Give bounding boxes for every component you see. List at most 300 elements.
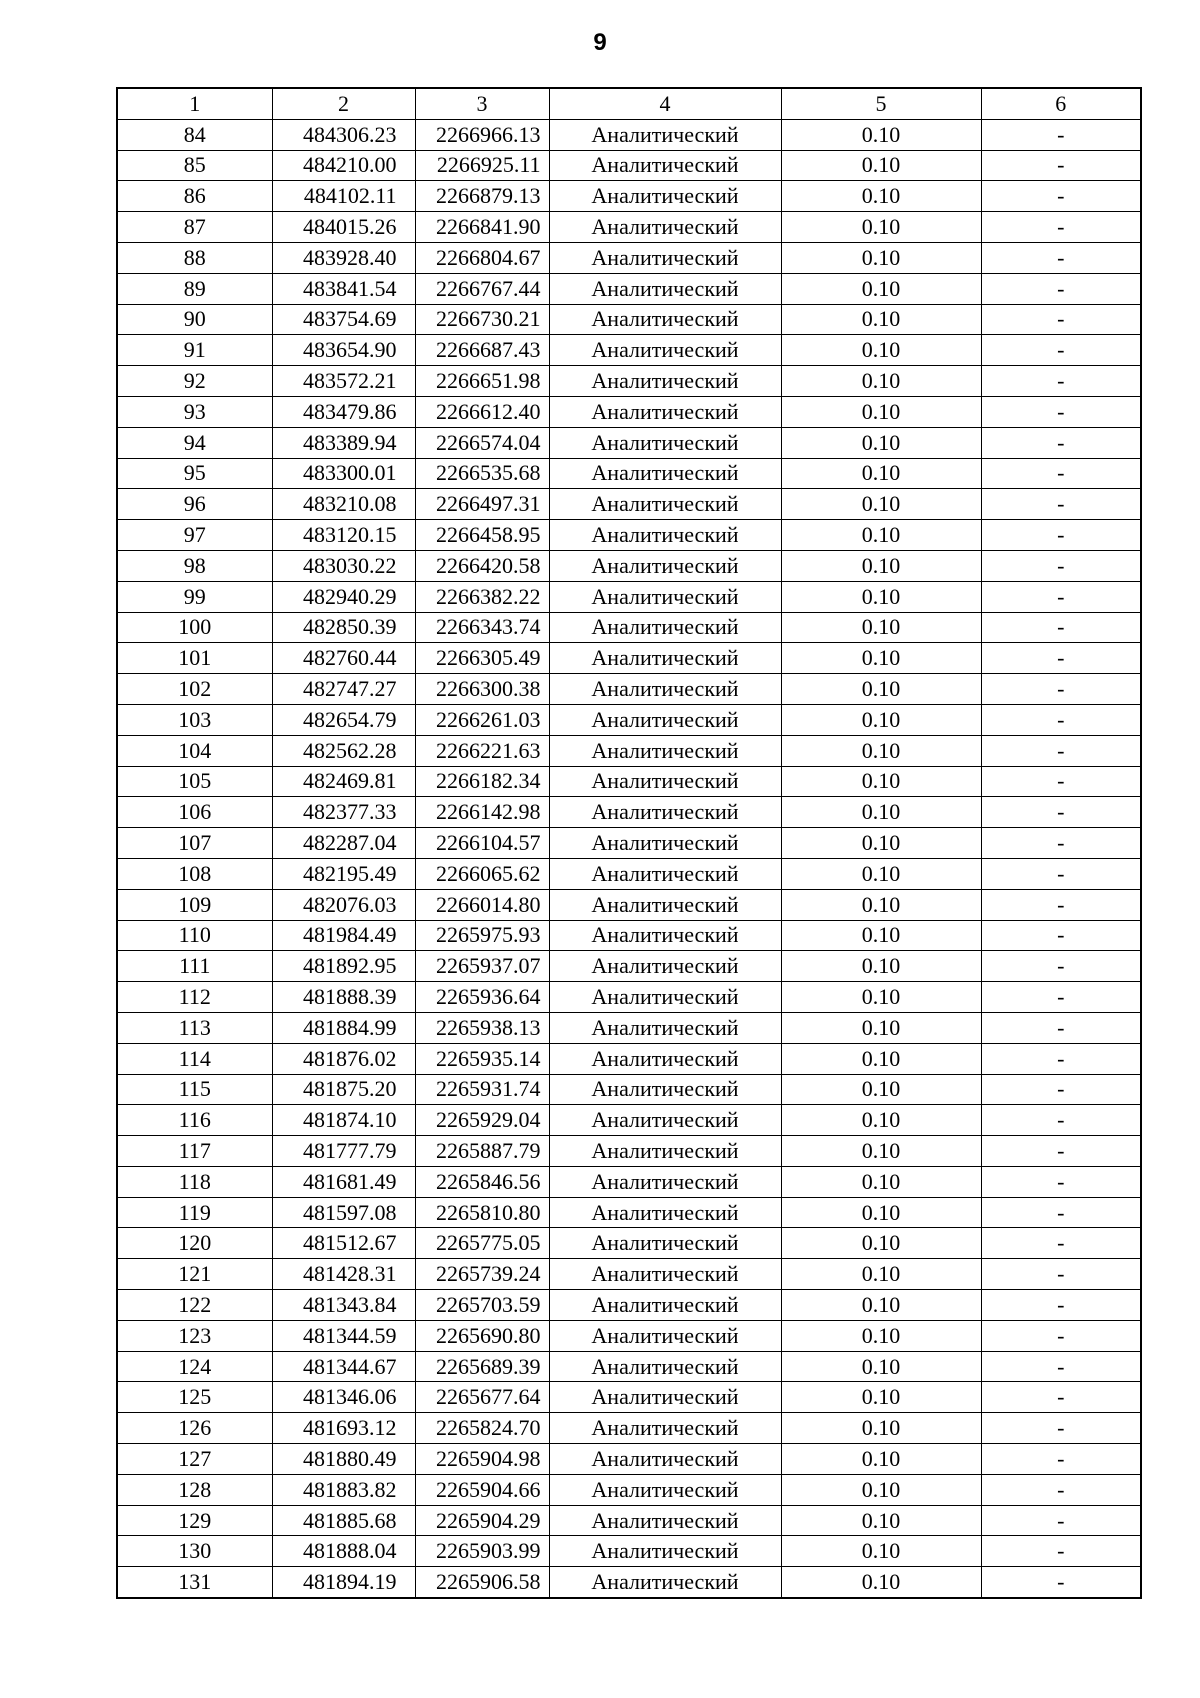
cell-point-number: 113	[117, 1012, 272, 1043]
cell-method: Аналитический	[549, 766, 781, 797]
cell-accuracy: 0.10	[781, 1136, 981, 1167]
cell-accuracy: 0.10	[781, 889, 981, 920]
cell-accuracy: 0.10	[781, 150, 981, 181]
table-row	[117, 1197, 1141, 1228]
cell-x-coordinate: 481880.49	[272, 1444, 415, 1475]
cell-y-coordinate: 2266730.21	[415, 304, 549, 335]
cell-note: -	[981, 212, 1141, 243]
cell-y-coordinate: 2266767.44	[415, 273, 549, 304]
cell-x-coordinate: 483389.94	[272, 427, 415, 458]
cell-point-number: 100	[117, 612, 272, 643]
cell-method: Аналитический	[549, 1474, 781, 1505]
cell-x-coordinate: 481777.79	[272, 1136, 415, 1167]
cell-method: Аналитический	[549, 1166, 781, 1197]
cell-note: -	[981, 797, 1141, 828]
cell-y-coordinate: 2266014.80	[415, 889, 549, 920]
cell-method: Аналитический	[549, 828, 781, 859]
cell-accuracy: 0.10	[781, 304, 981, 335]
cell-y-coordinate: 2265937.07	[415, 951, 549, 982]
cell-point-number: 92	[117, 366, 272, 397]
cell-note: -	[981, 304, 1141, 335]
cell-method: Аналитический	[549, 1043, 781, 1074]
cell-x-coordinate: 482469.81	[272, 766, 415, 797]
cell-point-number: 105	[117, 766, 272, 797]
cell-note: -	[981, 1444, 1141, 1475]
cell-y-coordinate: 2266104.57	[415, 828, 549, 859]
cell-point-number: 116	[117, 1105, 272, 1136]
table-row	[117, 1505, 1141, 1536]
cell-x-coordinate: 483572.21	[272, 366, 415, 397]
cell-point-number: 117	[117, 1136, 272, 1167]
cell-x-coordinate: 483210.08	[272, 489, 415, 520]
cell-y-coordinate: 2265935.14	[415, 1043, 549, 1074]
cell-x-coordinate: 483479.86	[272, 396, 415, 427]
cell-method: Аналитический	[549, 520, 781, 551]
cell-note: -	[981, 242, 1141, 273]
cell-y-coordinate: 2266966.13	[415, 119, 549, 150]
cell-accuracy: 0.10	[781, 951, 981, 982]
cell-accuracy: 0.10	[781, 643, 981, 674]
cell-accuracy: 0.10	[781, 212, 981, 243]
cell-accuracy: 0.10	[781, 366, 981, 397]
cell-method: Аналитический	[549, 951, 781, 982]
cell-y-coordinate: 2265904.66	[415, 1474, 549, 1505]
cell-method: Аналитический	[549, 1136, 781, 1167]
cell-method: Аналитический	[549, 550, 781, 581]
cell-point-number: 130	[117, 1536, 272, 1567]
cell-accuracy: 0.10	[781, 858, 981, 889]
cell-x-coordinate: 482562.28	[272, 735, 415, 766]
cell-accuracy: 0.10	[781, 1567, 981, 1598]
cell-method: Аналитический	[549, 1290, 781, 1321]
cell-method: Аналитический	[549, 1505, 781, 1536]
column-header: 2	[272, 88, 415, 119]
cell-y-coordinate: 2265904.98	[415, 1444, 549, 1475]
cell-note: -	[981, 427, 1141, 458]
cell-point-number: 85	[117, 150, 272, 181]
cell-point-number: 121	[117, 1259, 272, 1290]
cell-accuracy: 0.10	[781, 920, 981, 951]
cell-method: Аналитический	[549, 1074, 781, 1105]
cell-y-coordinate: 2266065.62	[415, 858, 549, 889]
table-row	[117, 242, 1141, 273]
cell-method: Аналитический	[549, 982, 781, 1013]
cell-x-coordinate: 484015.26	[272, 212, 415, 243]
cell-accuracy: 0.10	[781, 1259, 981, 1290]
cell-note: -	[981, 119, 1141, 150]
table-row	[117, 335, 1141, 366]
cell-method: Аналитический	[549, 1228, 781, 1259]
table-row	[117, 1105, 1141, 1136]
cell-method: Аналитический	[549, 581, 781, 612]
cell-accuracy: 0.10	[781, 427, 981, 458]
cell-x-coordinate: 483928.40	[272, 242, 415, 273]
cell-method: Аналитический	[549, 335, 781, 366]
cell-y-coordinate: 2266574.04	[415, 427, 549, 458]
cell-note: -	[981, 1259, 1141, 1290]
cell-x-coordinate: 481984.49	[272, 920, 415, 951]
cell-x-coordinate: 482850.39	[272, 612, 415, 643]
cell-accuracy: 0.10	[781, 674, 981, 705]
cell-point-number: 84	[117, 119, 272, 150]
cell-accuracy: 0.10	[781, 1351, 981, 1382]
cell-y-coordinate: 2266497.31	[415, 489, 549, 520]
cell-y-coordinate: 2266420.58	[415, 550, 549, 581]
cell-point-number: 106	[117, 797, 272, 828]
cell-accuracy: 0.10	[781, 335, 981, 366]
cell-y-coordinate: 2266804.67	[415, 242, 549, 273]
cell-y-coordinate: 2265887.79	[415, 1136, 549, 1167]
cell-note: -	[981, 550, 1141, 581]
table-row	[117, 828, 1141, 859]
cell-point-number: 110	[117, 920, 272, 951]
cell-note: -	[981, 1536, 1141, 1567]
cell-x-coordinate: 481344.59	[272, 1320, 415, 1351]
coordinates-table	[116, 87, 1142, 1599]
cell-note: -	[981, 674, 1141, 705]
cell-accuracy: 0.10	[781, 612, 981, 643]
cell-method: Аналитический	[549, 489, 781, 520]
cell-accuracy: 0.10	[781, 1043, 981, 1074]
cell-accuracy: 0.10	[781, 735, 981, 766]
table-body	[117, 119, 1141, 1598]
cell-point-number: 94	[117, 427, 272, 458]
column-header: 4	[549, 88, 781, 119]
cell-y-coordinate: 2265824.70	[415, 1413, 549, 1444]
page-number: 9	[593, 29, 607, 56]
cell-point-number: 96	[117, 489, 272, 520]
cell-y-coordinate: 2266925.11	[415, 150, 549, 181]
cell-method: Аналитический	[549, 1259, 781, 1290]
cell-point-number: 124	[117, 1351, 272, 1382]
cell-y-coordinate: 2265846.56	[415, 1166, 549, 1197]
cell-x-coordinate: 481344.67	[272, 1351, 415, 1382]
cell-method: Аналитический	[549, 212, 781, 243]
cell-method: Аналитический	[549, 273, 781, 304]
cell-x-coordinate: 481876.02	[272, 1043, 415, 1074]
cell-method: Аналитический	[549, 674, 781, 705]
table-row	[117, 520, 1141, 551]
cell-note: -	[981, 1012, 1141, 1043]
cell-accuracy: 0.10	[781, 242, 981, 273]
cell-accuracy: 0.10	[781, 1074, 981, 1105]
table-row	[117, 1074, 1141, 1105]
cell-x-coordinate: 481512.67	[272, 1228, 415, 1259]
cell-y-coordinate: 2265689.39	[415, 1351, 549, 1382]
table-row	[117, 1136, 1141, 1167]
cell-x-coordinate: 481681.49	[272, 1166, 415, 1197]
cell-accuracy: 0.10	[781, 1290, 981, 1321]
cell-method: Аналитический	[549, 643, 781, 674]
cell-accuracy: 0.10	[781, 1536, 981, 1567]
cell-note: -	[981, 1351, 1141, 1382]
cell-x-coordinate: 483120.15	[272, 520, 415, 551]
table-row	[117, 489, 1141, 520]
cell-note: -	[981, 858, 1141, 889]
cell-x-coordinate: 482760.44	[272, 643, 415, 674]
cell-accuracy: 0.10	[781, 181, 981, 212]
cell-x-coordinate: 483754.69	[272, 304, 415, 335]
cell-note: -	[981, 704, 1141, 735]
cell-point-number: 88	[117, 242, 272, 273]
table-row	[117, 550, 1141, 581]
cell-point-number: 111	[117, 951, 272, 982]
table-row	[117, 674, 1141, 705]
cell-point-number: 108	[117, 858, 272, 889]
cell-point-number: 128	[117, 1474, 272, 1505]
cell-method: Аналитический	[549, 242, 781, 273]
table-row	[117, 797, 1141, 828]
cell-x-coordinate: 482747.27	[272, 674, 415, 705]
cell-method: Аналитический	[549, 1536, 781, 1567]
table-row	[117, 1043, 1141, 1074]
cell-accuracy: 0.10	[781, 828, 981, 859]
cell-accuracy: 0.10	[781, 797, 981, 828]
cell-x-coordinate: 481428.31	[272, 1259, 415, 1290]
cell-method: Аналитический	[549, 1444, 781, 1475]
cell-point-number: 93	[117, 396, 272, 427]
cell-note: -	[981, 889, 1141, 920]
table-row	[117, 1012, 1141, 1043]
table-row	[117, 1444, 1141, 1475]
cell-note: -	[981, 1074, 1141, 1105]
table-row	[117, 1259, 1141, 1290]
cell-accuracy: 0.10	[781, 119, 981, 150]
cell-note: -	[981, 335, 1141, 366]
cell-y-coordinate: 2265775.05	[415, 1228, 549, 1259]
cell-y-coordinate: 2266841.90	[415, 212, 549, 243]
cell-y-coordinate: 2266879.13	[415, 181, 549, 212]
cell-point-number: 103	[117, 704, 272, 735]
cell-y-coordinate: 2265938.13	[415, 1012, 549, 1043]
table-row	[117, 581, 1141, 612]
cell-point-number: 86	[117, 181, 272, 212]
cell-note: -	[981, 489, 1141, 520]
table-row	[117, 1320, 1141, 1351]
table-row	[117, 181, 1141, 212]
cell-point-number: 99	[117, 581, 272, 612]
table-row	[117, 704, 1141, 735]
cell-point-number: 115	[117, 1074, 272, 1105]
cell-accuracy: 0.10	[781, 1505, 981, 1536]
cell-y-coordinate: 2266612.40	[415, 396, 549, 427]
cell-point-number: 131	[117, 1567, 272, 1598]
cell-note: -	[981, 1105, 1141, 1136]
cell-y-coordinate: 2265906.58	[415, 1567, 549, 1598]
cell-y-coordinate: 2265975.93	[415, 920, 549, 951]
cell-note: -	[981, 1505, 1141, 1536]
cell-point-number: 119	[117, 1197, 272, 1228]
cell-accuracy: 0.10	[781, 1166, 981, 1197]
cell-y-coordinate: 2265904.29	[415, 1505, 549, 1536]
cell-y-coordinate: 2265931.74	[415, 1074, 549, 1105]
cell-accuracy: 0.10	[781, 1320, 981, 1351]
cell-accuracy: 0.10	[781, 1382, 981, 1413]
cell-method: Аналитический	[549, 1351, 781, 1382]
cell-accuracy: 0.10	[781, 766, 981, 797]
cell-accuracy: 0.10	[781, 704, 981, 735]
cell-point-number: 95	[117, 458, 272, 489]
cell-note: -	[981, 828, 1141, 859]
cell-note: -	[981, 920, 1141, 951]
cell-note: -	[981, 1228, 1141, 1259]
cell-x-coordinate: 482195.49	[272, 858, 415, 889]
cell-accuracy: 0.10	[781, 458, 981, 489]
cell-point-number: 97	[117, 520, 272, 551]
cell-point-number: 125	[117, 1382, 272, 1413]
cell-point-number: 98	[117, 550, 272, 581]
cell-method: Аналитический	[549, 1413, 781, 1444]
cell-y-coordinate: 2266305.49	[415, 643, 549, 674]
cell-note: -	[981, 1413, 1141, 1444]
cell-x-coordinate: 481894.19	[272, 1567, 415, 1598]
cell-accuracy: 0.10	[781, 581, 981, 612]
cell-note: -	[981, 1136, 1141, 1167]
cell-y-coordinate: 2266182.34	[415, 766, 549, 797]
cell-note: -	[981, 1043, 1141, 1074]
cell-x-coordinate: 483030.22	[272, 550, 415, 581]
cell-method: Аналитический	[549, 396, 781, 427]
cell-y-coordinate: 2265677.64	[415, 1382, 549, 1413]
cell-method: Аналитический	[549, 427, 781, 458]
cell-note: -	[981, 951, 1141, 982]
table-header-row	[117, 88, 1141, 119]
cell-method: Аналитический	[549, 735, 781, 766]
table-row	[117, 858, 1141, 889]
cell-method: Аналитический	[549, 612, 781, 643]
cell-y-coordinate: 2266343.74	[415, 612, 549, 643]
cell-x-coordinate: 484306.23	[272, 119, 415, 150]
table-row	[117, 212, 1141, 243]
cell-point-number: 102	[117, 674, 272, 705]
cell-y-coordinate: 2266221.63	[415, 735, 549, 766]
cell-y-coordinate: 2265903.99	[415, 1536, 549, 1567]
cell-method: Аналитический	[549, 150, 781, 181]
cell-y-coordinate: 2266261.03	[415, 704, 549, 735]
cell-point-number: 90	[117, 304, 272, 335]
cell-note: -	[981, 1567, 1141, 1598]
cell-x-coordinate: 481892.95	[272, 951, 415, 982]
table-row	[117, 1382, 1141, 1413]
table-row	[117, 1474, 1141, 1505]
cell-method: Аналитический	[549, 1197, 781, 1228]
cell-method: Аналитический	[549, 704, 781, 735]
cell-note: -	[981, 581, 1141, 612]
column-header: 5	[781, 88, 981, 119]
table-row	[117, 1536, 1141, 1567]
cell-x-coordinate: 482076.03	[272, 889, 415, 920]
table-row	[117, 1567, 1141, 1598]
cell-x-coordinate: 481885.68	[272, 1505, 415, 1536]
cell-point-number: 109	[117, 889, 272, 920]
cell-point-number: 118	[117, 1166, 272, 1197]
cell-x-coordinate: 481874.10	[272, 1105, 415, 1136]
cell-accuracy: 0.10	[781, 1444, 981, 1475]
table-row	[117, 427, 1141, 458]
cell-accuracy: 0.10	[781, 520, 981, 551]
cell-y-coordinate: 2266300.38	[415, 674, 549, 705]
table-row	[117, 304, 1141, 335]
table-row	[117, 1413, 1141, 1444]
table-row	[117, 150, 1141, 181]
cell-x-coordinate: 482654.79	[272, 704, 415, 735]
cell-point-number: 129	[117, 1505, 272, 1536]
cell-x-coordinate: 482287.04	[272, 828, 415, 859]
cell-note: -	[981, 181, 1141, 212]
cell-point-number: 107	[117, 828, 272, 859]
cell-method: Аналитический	[549, 119, 781, 150]
cell-y-coordinate: 2265703.59	[415, 1290, 549, 1321]
cell-point-number: 87	[117, 212, 272, 243]
cell-x-coordinate: 481343.84	[272, 1290, 415, 1321]
cell-point-number: 122	[117, 1290, 272, 1321]
table-row	[117, 1290, 1141, 1321]
cell-method: Аналитический	[549, 1567, 781, 1598]
table-row	[117, 366, 1141, 397]
column-header: 1	[117, 88, 272, 119]
table-row	[117, 982, 1141, 1013]
cell-y-coordinate: 2265929.04	[415, 1105, 549, 1136]
cell-note: -	[981, 982, 1141, 1013]
cell-accuracy: 0.10	[781, 982, 981, 1013]
table-row	[117, 643, 1141, 674]
cell-x-coordinate: 481875.20	[272, 1074, 415, 1105]
column-header: 3	[415, 88, 549, 119]
cell-x-coordinate: 482940.29	[272, 581, 415, 612]
cell-accuracy: 0.10	[781, 550, 981, 581]
cell-method: Аналитический	[549, 1382, 781, 1413]
cell-x-coordinate: 481888.04	[272, 1536, 415, 1567]
cell-x-coordinate: 481346.06	[272, 1382, 415, 1413]
table-row	[117, 1351, 1141, 1382]
cell-y-coordinate: 2265690.80	[415, 1320, 549, 1351]
cell-accuracy: 0.10	[781, 1105, 981, 1136]
cell-x-coordinate: 481884.99	[272, 1012, 415, 1043]
cell-method: Аналитический	[549, 366, 781, 397]
cell-accuracy: 0.10	[781, 489, 981, 520]
cell-x-coordinate: 481888.39	[272, 982, 415, 1013]
cell-point-number: 112	[117, 982, 272, 1013]
cell-y-coordinate: 2266382.22	[415, 581, 549, 612]
cell-point-number: 114	[117, 1043, 272, 1074]
cell-note: -	[981, 520, 1141, 551]
cell-y-coordinate: 2266142.98	[415, 797, 549, 828]
cell-accuracy: 0.10	[781, 273, 981, 304]
cell-point-number: 101	[117, 643, 272, 674]
cell-x-coordinate: 482377.33	[272, 797, 415, 828]
cell-accuracy: 0.10	[781, 1012, 981, 1043]
cell-y-coordinate: 2266535.68	[415, 458, 549, 489]
table-row	[117, 612, 1141, 643]
table-row	[117, 273, 1141, 304]
cell-method: Аналитический	[549, 920, 781, 951]
cell-x-coordinate: 483654.90	[272, 335, 415, 366]
cell-note: -	[981, 643, 1141, 674]
cell-point-number: 127	[117, 1444, 272, 1475]
table-row	[117, 951, 1141, 982]
cell-note: -	[981, 1166, 1141, 1197]
column-header: 6	[981, 88, 1141, 119]
cell-note: -	[981, 458, 1141, 489]
table-row	[117, 766, 1141, 797]
cell-y-coordinate: 2265739.24	[415, 1259, 549, 1290]
table-row	[117, 889, 1141, 920]
cell-point-number: 104	[117, 735, 272, 766]
cell-x-coordinate: 483841.54	[272, 273, 415, 304]
cell-method: Аналитический	[549, 797, 781, 828]
cell-note: -	[981, 766, 1141, 797]
cell-x-coordinate: 484210.00	[272, 150, 415, 181]
